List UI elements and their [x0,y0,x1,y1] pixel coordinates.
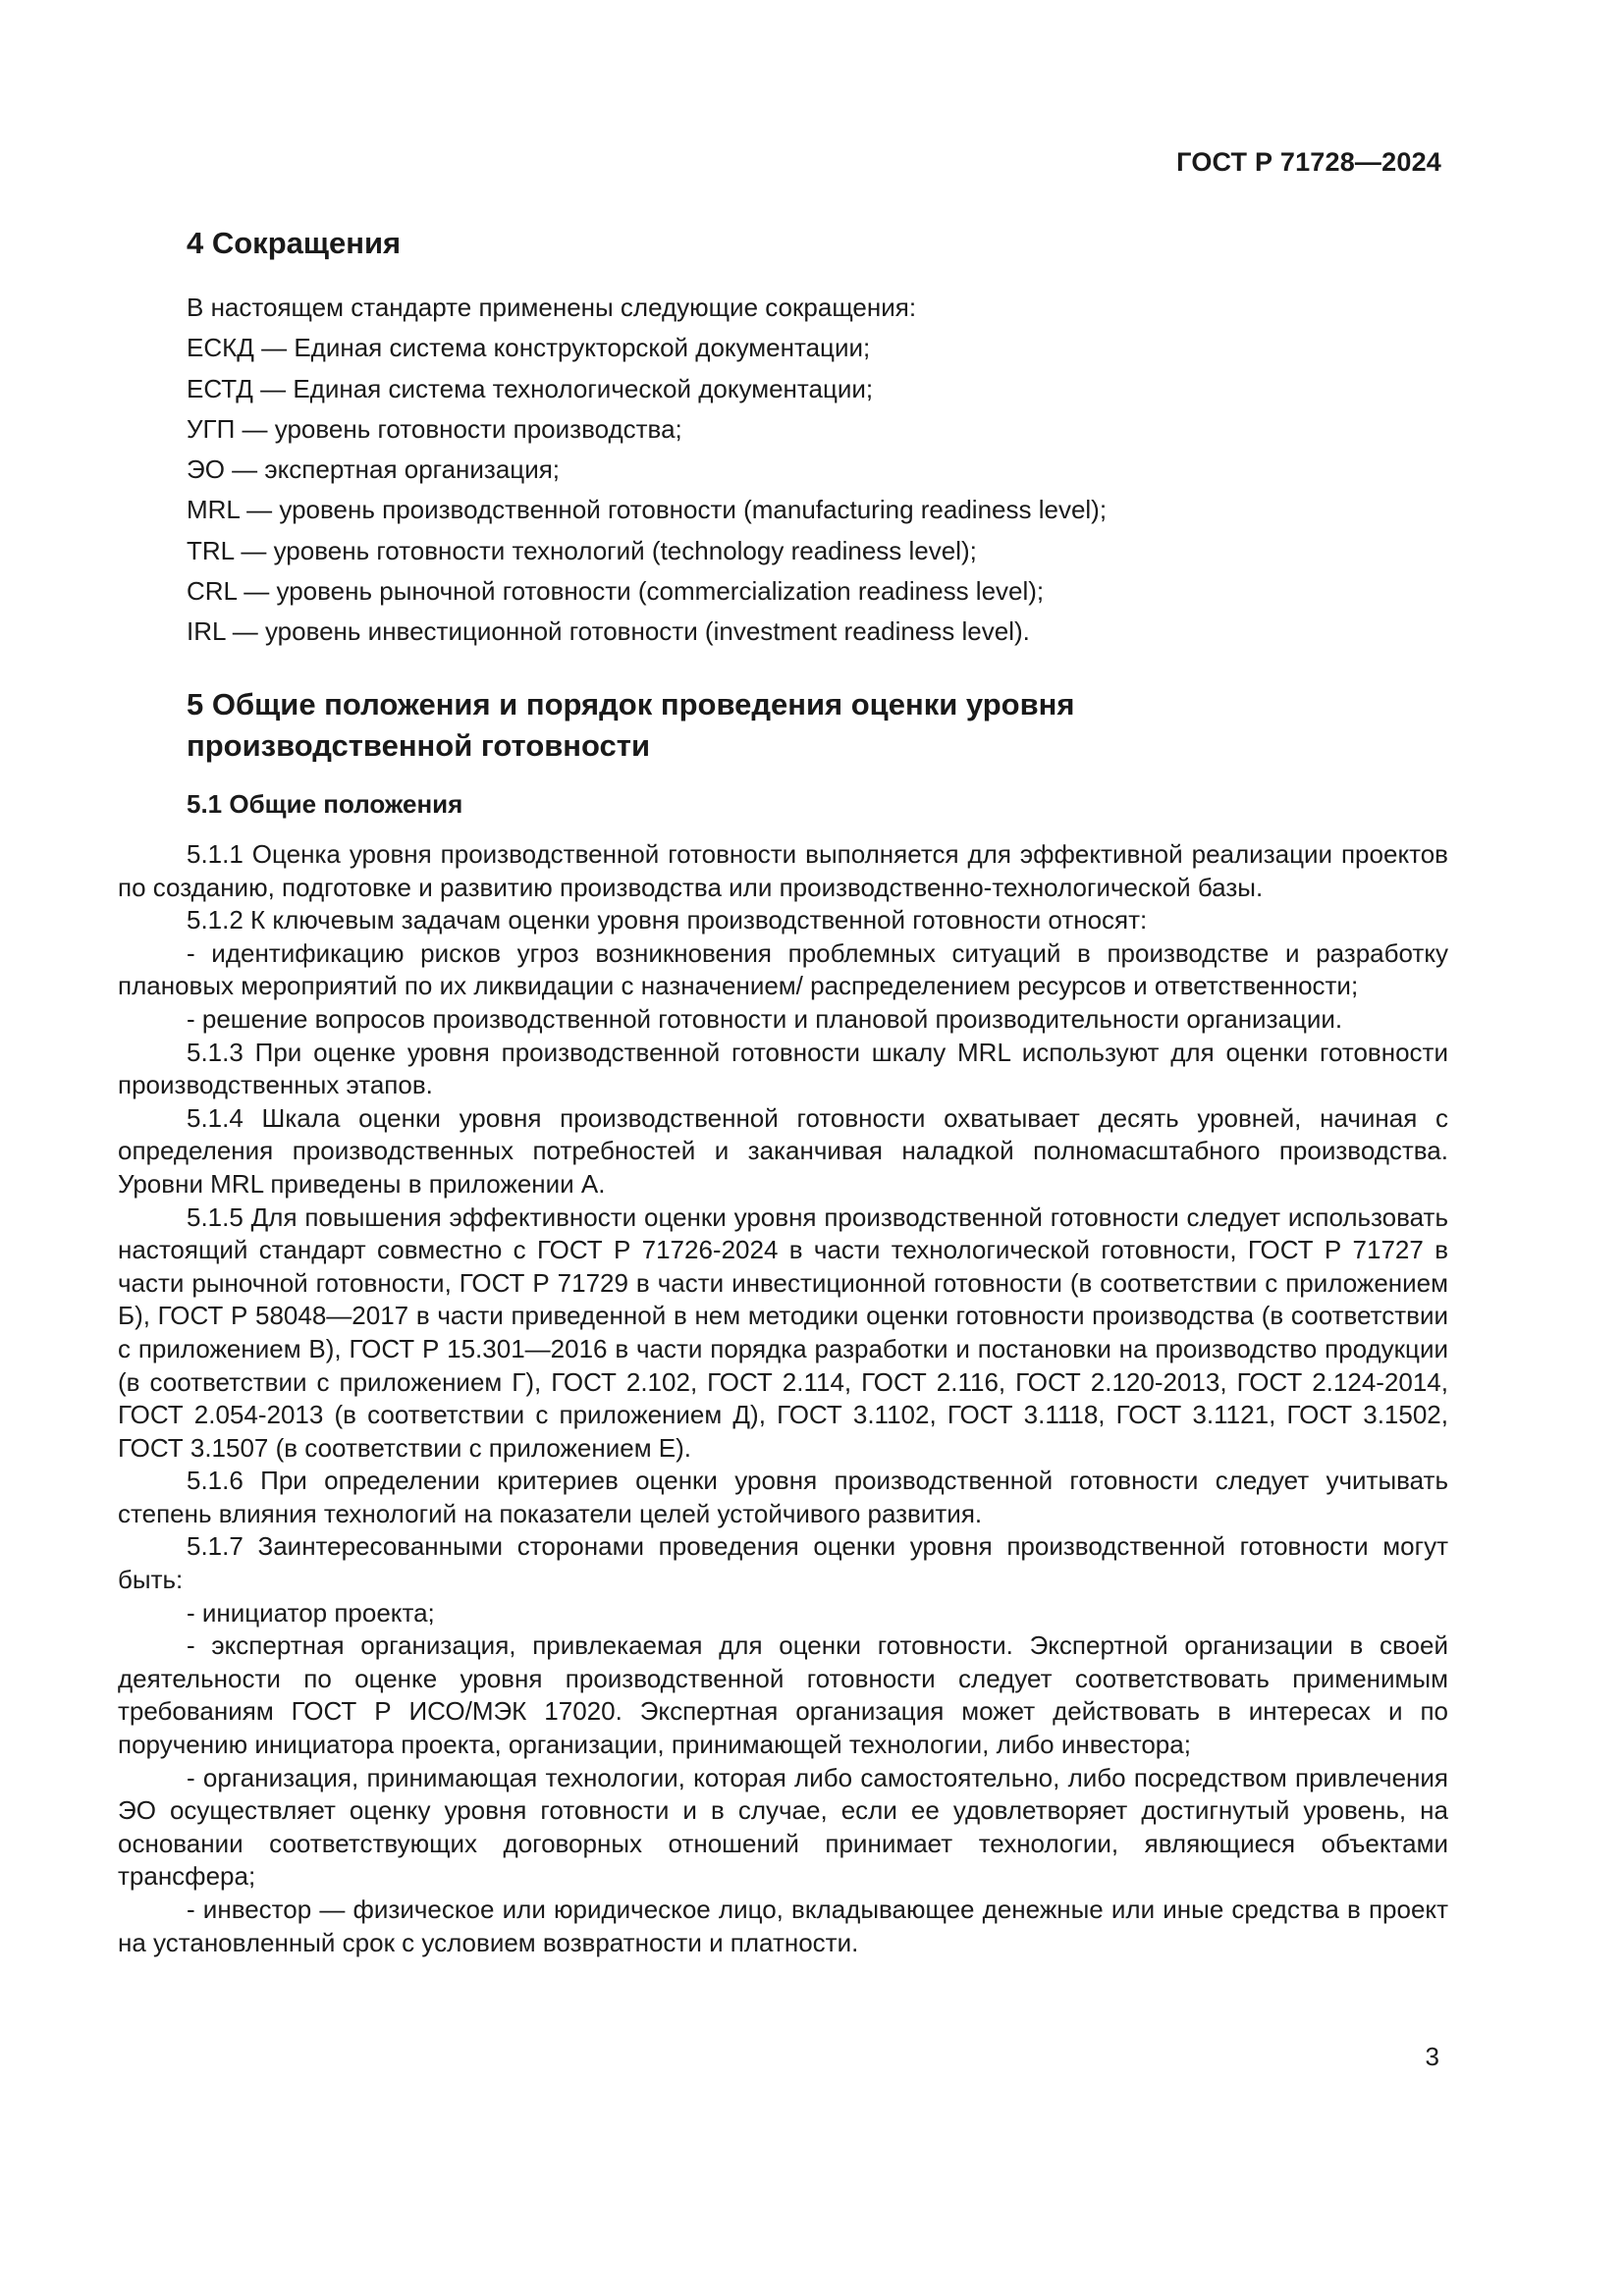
abbreviation-item: TRL — уровень готовности технологий (technology readiness level); [187,535,977,565]
paragraph: 5.1.3 При оценке уровня производственной готовности шкалу MRL используют для оценки готовности производственных этапов. [118,1037,1448,1100]
subsection-5-1-title: 5.1 Общие положения [187,789,463,819]
paragraph: 5.1.6 При определении критериев оценки уровня производственной готовности следует учитывать степень влияния технологий на показатели целей устойчивого развития. [118,1466,1448,1528]
paragraph: 5.1.7 Заинтересованными сторонами проведения оценки уровня производственной готовности могут быть: [118,1531,1448,1595]
abbreviations-list [187,288,1107,653]
list-item: - инвестор — физическое или юридическое лицо, вкладывающее денежные или иные средства в проект на установленный срок с условием возвратности и платности. [118,1895,1448,1957]
page-number: 3 [1425,2042,1439,2071]
abbreviation-item: ЕСКД — Единая система конструкторской документации; [187,333,871,363]
paragraph: 5.1.4 Шкала оценки уровня производственной готовности охватывает десять уровней, начиная с определения производственных потребностей и заканчивая наладкой полномасштабного производства. Уровни MRL приведены в приложении А. [118,1102,1448,1199]
abbreviations-intro: В настоящем стандарте применены следующие сокращения: [187,293,917,322]
list-item: - организация, принимающая технологии, которая либо самостоятельно, либо посредством привлечения ЭО осуществляет оценку уровня готовности и в случае, если ее удовлетворяет достигнутый уровень, на основании соответствующих договорных отношений принимает технологии, являющиеся объектами трансфера; [118,1762,1448,1892]
section-5-title [187,684,1074,767]
standard-code-header: ГОСТ Р 71728—2024 [1176,147,1441,177]
abbreviation-item: ЭО — экспертная организация; [187,454,561,485]
paragraph: 5.1.5 Для повышения эффективности оценки уровня производственной готовности следует использовать настоящий стандарт совместно с ГОСТ Р 71726-2024 в части технологической готовности, ГОСТ Р 71727 в части рыночной готовности, ГОСТ Р 71729 в части инвестиционной готовности (в соответствии с приложением Б), ГОСТ Р 58048—2017 в части приведенной в нем методики оценки готовности производства (в соответствии с приложением В), ГОСТ Р 15.301—2016 в части порядка разработки и постановки на производство продукции (в соответствии с приложением Г), ГОСТ 2.102, ГОСТ 2.114, ГОСТ 2.116, ГОСТ 2.120-2013, ГОСТ 2.124-2014, ГОСТ 2.054-2013 (в соответствии с приложением Д), ГОСТ 3.1102, ГОСТ 3.1118, ГОСТ 3.1121, ГОСТ 3.1502, ГОСТ 3.1507 (в соответствии с приложением Е). [118,1201,1448,1463]
abbreviation-item: CRL — уровень рыночной готовности (commercialization readiness level); [187,576,1045,607]
paragraph: 5.1.1 Оценка уровня производственной готовности выполняется для эффективной реализации проектов по созданию, подготовке и развитию производства или производственно-технологической базы. [118,839,1448,902]
section-5-title-line-1: 5 Общие положения и порядок проведения оценки уровня [187,687,1075,721]
section-5-1-body [118,838,1448,1959]
section-4-title: 4 Сокращения [187,226,402,260]
list-item: - экспертная организация, привлекаемая для оценки готовности. Экспертной организации в своей деятельности по оценке уровня производственной готовности следует соответствовать применимым требованиям ГОСТ Р ИСО/МЭК 17020. Экспертная организация может действовать в интересах и по поручению инициатора проекта, организации, принимающей технологии, либо инвестора; [118,1630,1448,1760]
abbreviation-item: ЕСТД — Единая система технологической документации; [187,373,874,403]
abbreviation-item: УГП — уровень готовности производства; [187,413,682,444]
list-item: - инициатор проекта; [187,1597,435,1628]
abbreviation-item: MRL — уровень производственной готовности (manufacturing readiness level); [187,495,1108,525]
abbreviation-item: IRL — уровень инвестиционной готовности (investment readiness level). [187,616,1030,647]
list-item: - идентификацию рисков угроз возникновения проблемных ситуаций в производстве и разработку плановых мероприятий по их ликвидации с назначением/ распределением ресурсов и ответственности; [118,937,1448,1001]
section-5-title-line-2: производственной готовности [187,728,651,763]
paragraph: 5.1.2 К ключевым задачам оценки уровня производственной готовности относят: [187,905,1148,935]
list-item: - решение вопросов производственной готовности и плановой производительности организации. [187,1003,1343,1034]
